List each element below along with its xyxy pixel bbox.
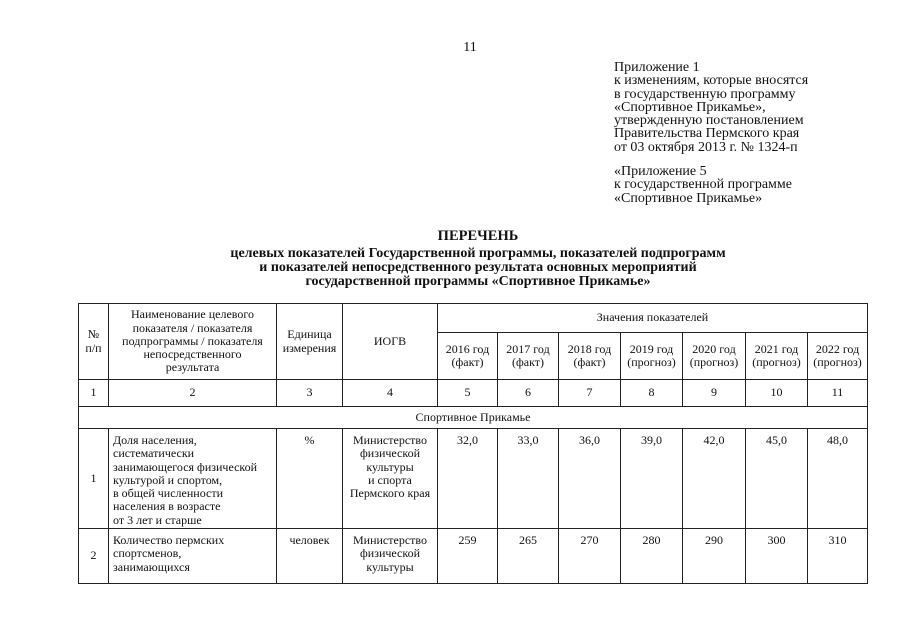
appendix-line: Приложение 1	[614, 60, 700, 75]
header-year-2016: 2016 год (факт)	[438, 333, 498, 380]
appendix-reference-line: «Спортивное Прикамье»	[614, 190, 763, 206]
unit: %	[277, 429, 343, 529]
header-year-2018: 2018 год (факт)	[559, 333, 621, 380]
column-number: 7	[559, 380, 621, 407]
value-2018: 36,0	[559, 429, 621, 529]
indicator-name: Доля населения, систематически занимающегося физической культурой и спортом, в общей численности населения в возрасте от 3 лет и старше	[109, 429, 277, 529]
value-2016: 259	[438, 529, 498, 584]
header-year-2022: 2022 год (прогноз)	[808, 333, 868, 380]
value-2018: 270	[559, 529, 621, 584]
column-number: 4	[343, 380, 438, 407]
table-row	[79, 429, 868, 529]
unit: человек	[277, 529, 343, 584]
header-iogv: ИОГВ	[343, 304, 438, 380]
value-2016: 32,0	[438, 429, 498, 529]
value-2022: 48,0	[808, 429, 868, 529]
header-year-2017: 2017 год (факт)	[498, 333, 559, 380]
header-name: Наименование целевого показателя / показателя подпрограммы / показателя непосредственного результата	[109, 304, 277, 380]
header-year-2021: 2021 год (прогноз)	[746, 333, 808, 380]
appendix-reference-line: «Приложение 5	[614, 164, 707, 179]
value-2021: 45,0	[746, 429, 808, 529]
appendix-reference-block	[614, 165, 792, 205]
value-2017: 265	[498, 529, 559, 584]
value-2017: 33,0	[498, 429, 559, 529]
appendix-block	[614, 61, 808, 154]
column-numbers-row	[79, 380, 868, 407]
row-number: 2	[79, 529, 109, 584]
subtitle-line: государственной программы «Спортивное Прикамье»	[305, 274, 651, 289]
section-row	[79, 407, 868, 429]
appendix-line: к изменениям, которые вносятся	[614, 73, 809, 89]
iogv: Министерство физической культуры	[343, 529, 438, 584]
header-unit: Единица измерения	[277, 304, 343, 380]
header-values-group: Значения показателей	[438, 304, 868, 333]
value-2019: 280	[621, 529, 683, 584]
value-2021: 300	[746, 529, 808, 584]
column-number: 6	[498, 380, 559, 407]
row-number: 1	[79, 429, 109, 529]
document-title: ПЕРЕЧЕНЬ	[437, 228, 519, 244]
column-number: 11	[808, 380, 868, 407]
appendix-line: «Спортивное Прикамье»,	[614, 99, 766, 115]
page-number: 11	[463, 40, 477, 55]
appendix-line: от 03 октября 2013 г. № 1324-п	[614, 139, 798, 155]
header-year-2020: 2020 год (прогноз)	[683, 333, 746, 380]
value-2020: 42,0	[683, 429, 746, 529]
iogv: Министерство физической культуры и спорта Пермского края	[343, 429, 438, 529]
column-number: 1	[79, 380, 109, 407]
column-number: 8	[621, 380, 683, 407]
value-2020: 290	[683, 529, 746, 584]
value-2022: 310	[808, 529, 868, 584]
column-number: 2	[109, 380, 277, 407]
table-row	[79, 529, 868, 584]
column-number: 3	[277, 380, 343, 407]
subtitle-line: и показателей непосредственного результата основных мероприятий	[259, 260, 697, 275]
header-year-2019: 2019 год (прогноз)	[621, 333, 683, 380]
column-number: 5	[438, 380, 498, 407]
column-number: 9	[683, 380, 746, 407]
value-2019: 39,0	[621, 429, 683, 529]
indicators-table	[78, 303, 868, 584]
indicator-name: Количество пермских спортсменов, занимающихся	[109, 529, 277, 584]
appendix-line: Правительства Пермского края	[614, 126, 800, 142]
subtitle-line: целевых показателей Государственной программы, показателей подпрограмм	[230, 246, 726, 261]
appendix-line: в государственную программу	[614, 86, 796, 102]
appendix-line: утвержденную постановлением	[614, 113, 804, 129]
appendix-reference-line: к государственной программе	[614, 177, 792, 193]
document-subtitle	[198, 247, 758, 289]
column-number: 10	[746, 380, 808, 407]
section-title: Спортивное Прикамье	[79, 407, 868, 429]
header-row	[79, 304, 868, 333]
header-num: № п/п	[79, 304, 109, 380]
